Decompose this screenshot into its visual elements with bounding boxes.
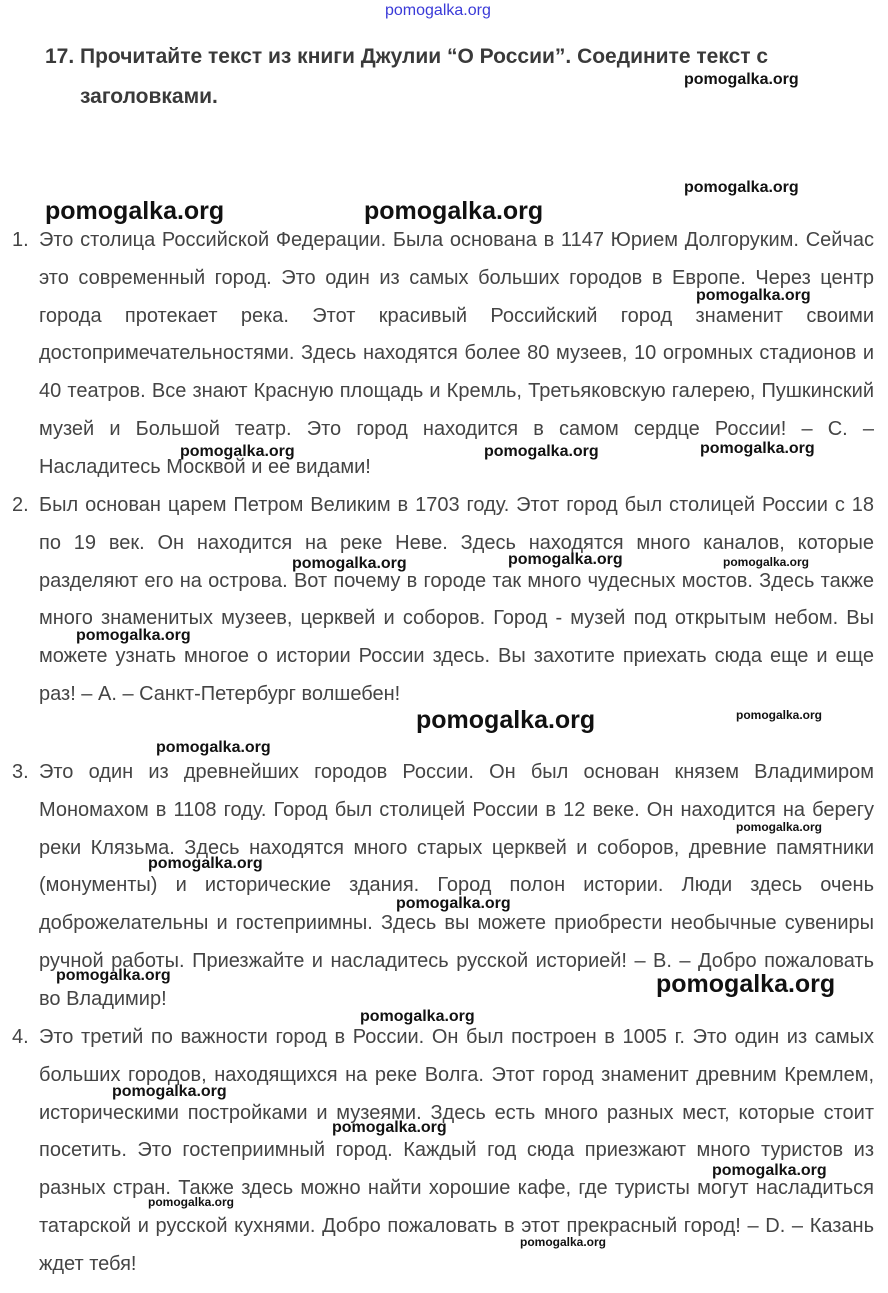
watermark: pomogalka.org (76, 627, 191, 644)
watermark: pomogalka.org (56, 967, 171, 984)
paragraph-text: Это третий по важности город в России. Он был построен в 1005 г. Это один из самых больших городов, находящихся на реке Волга. Этот город знаменит древним Кремлем, историческими постройками и музеями. Здесь есть много разных мест, которые стоит посетить. Это гостеприимный город. Каждый год сюда приезжают много туристов из разных стран. Также здесь можно найти хорошие кафе, где туристы могут насладиться татарской и русской кухнями. Добро пожаловать в этот прекрасный город! – D. – Казань ждет тебя! (39, 1026, 874, 1275)
watermark: pomogalka.org (360, 1008, 475, 1025)
watermark: pomogalka.org (396, 895, 511, 912)
watermark: pomogalka.org (508, 551, 623, 568)
watermark: pomogalka.org (700, 440, 815, 457)
watermark: pomogalka.org (736, 708, 823, 722)
task-number: 17. (45, 45, 75, 68)
watermark: pomogalka.org (148, 1195, 235, 1209)
watermark: pomogalka.org (723, 555, 810, 569)
watermark: pomogalka.org (45, 197, 225, 225)
watermark: pomogalka.org (736, 820, 823, 834)
watermark: pomogalka.org (656, 970, 836, 998)
watermark: pomogalka.org (684, 179, 799, 196)
watermark: pomogalka.org (484, 443, 599, 460)
watermark: pomogalka.org (684, 71, 799, 88)
watermark: pomogalka.org (156, 739, 271, 756)
paragraph-text: Это один из древнейших городов России. Он был основан князем Владимиром Мономахом в 1108 году. Город был столицей России в 12 веке. Он находится на берегу реки Клязьма. Здесь находятся много старых церквей и соборов, древние памятники (монументы) и исторические здания. Город полон истории. Люди здесь очень доброжелательны и гостеприимны. Здесь вы можете приобрести необычные сувениры ручной работы. Приезжайте и насладитесь русской историей! – B. – Добро пожаловать во Владимир! (39, 761, 874, 1010)
watermark: pomogalka.org (520, 1235, 607, 1249)
paragraph-number: 4. (12, 1026, 29, 1048)
watermark: pomogalka.org (292, 555, 407, 572)
watermark: pomogalka.org (696, 287, 811, 304)
watermark: pomogalka.org (112, 1083, 227, 1100)
paragraph-text: Это столица Российской Федерации. Была основана в 1147 Юрием Долгоруким. Сейчас это современный город. Это один из самых больших городов в Европе. Через центр города протекает река. Этот красивый Российский город знаменит своими достопримечательностями. Здесь находятся более 80 музеев, 10 огромных стадионов и 40 театров. Все знают Красную площадь и Кремль, Третьяковскую галерею, Пушкинский музей и Большой театр. Это город находится в самом сердце России! – C. – Насладитесь Москвой и ее видами! (39, 229, 874, 478)
task-text: Прочитайте текст из книги Джулии “О России”. Соедините текст с заголовками. (80, 45, 769, 108)
paragraph-number: 1. (12, 229, 29, 251)
paragraph-text: Был основан царем Петром Великим в 1703 году. Этот город был столицей России с 18 по 19 век. Он находится на реке Неве. Здесь находятся много каналов, которые разделяют его на острова. Вот почему в городе так много чудесных мостов. Здесь также много знаменитых музеев, церквей и соборов. Город - музей под открытым небом. Вы можете узнать многое о истории России здесь. Вы захотите приехать сюда еще и еще раз! – A. – Санкт-Петербург волшебен! (39, 494, 874, 705)
paragraph-4 (12, 1019, 874, 1284)
watermark: pomogalka.org (416, 706, 596, 734)
watermark: pomogalka.org (180, 443, 295, 460)
watermark: pomogalka.org (332, 1119, 447, 1136)
paragraph-2 (12, 487, 874, 714)
watermark: pomogalka.org (712, 1162, 827, 1179)
watermark: pomogalka.org (148, 855, 263, 872)
header-watermark: pomogalka.org (385, 2, 491, 19)
watermark: pomogalka.org (364, 197, 544, 225)
paragraph-number: 3. (12, 761, 29, 783)
paragraph-number: 2. (12, 494, 29, 516)
